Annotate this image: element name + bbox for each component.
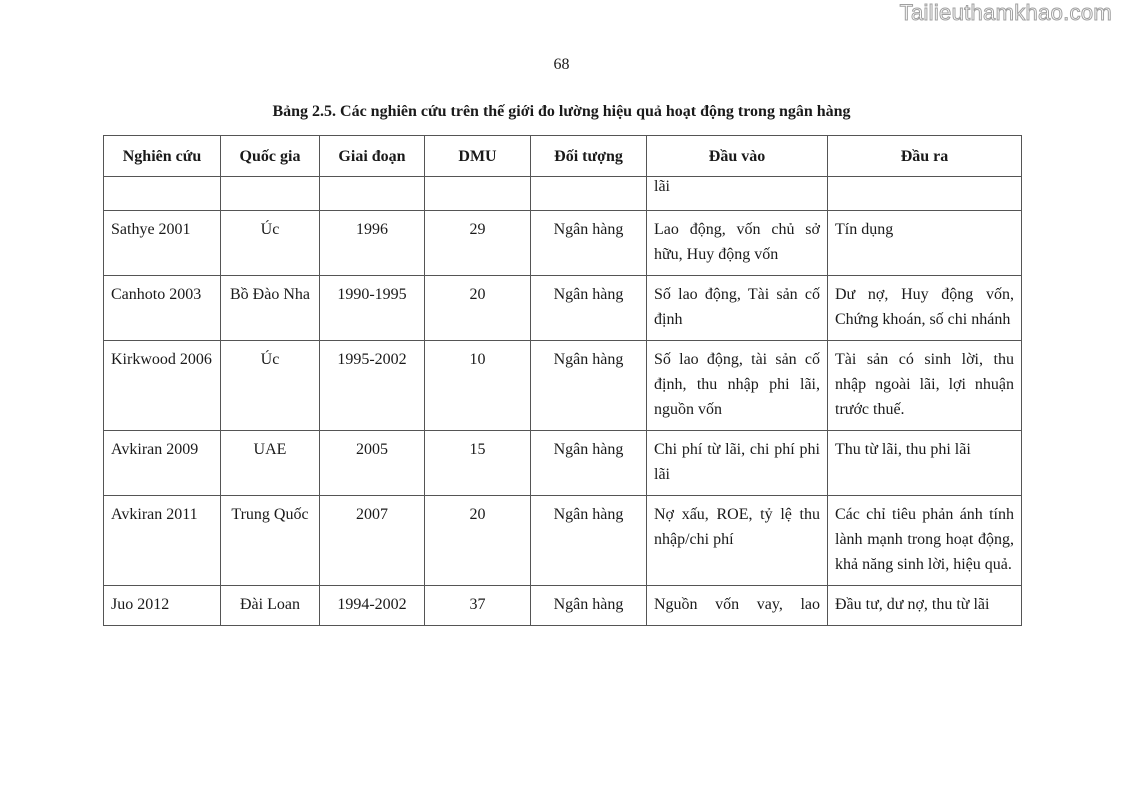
- cell-dmu: 20: [425, 276, 531, 341]
- cell-subject: Ngân hàng: [531, 276, 647, 341]
- cell-period: 1990-1995: [320, 276, 425, 341]
- table-row: [104, 496, 1022, 586]
- cell-outputs: [828, 177, 1022, 211]
- cell-subject: Ngân hàng: [531, 431, 647, 496]
- header-period: Giai đoạn: [320, 136, 425, 177]
- cell-inputs: Nguồn vốn vay, lao: [647, 586, 828, 626]
- table-caption: Bảng 2.5. Các nghiên cứu trên thế giới đo lường hiệu quả hoạt động trong ngân hàng: [272, 103, 851, 120]
- header-inputs: Đầu vào: [647, 136, 828, 177]
- cell-country: Đài Loan: [221, 586, 320, 626]
- cell-dmu: 10: [425, 341, 531, 431]
- cell-inputs: Chi phí từ lãi, chi phí phi lãi: [647, 431, 828, 496]
- cell-study: [104, 177, 221, 211]
- cell-subject: Ngân hàng: [531, 341, 647, 431]
- cell-country: Úc: [221, 341, 320, 431]
- cell-study: Avkiran 2011: [104, 496, 221, 586]
- cell-country: Trung Quốc: [221, 496, 320, 586]
- table-row: [104, 586, 1022, 626]
- cell-inputs-text: lãi: [654, 178, 670, 195]
- table-row: [104, 431, 1022, 496]
- cell-study: Sathye 2001: [104, 211, 221, 276]
- cell-subject: Ngân hàng: [531, 496, 647, 586]
- table-row: [104, 341, 1022, 431]
- table-header-row: [104, 136, 1022, 177]
- cell-period: 2005: [320, 431, 425, 496]
- cell-inputs: Số lao động, Tài sản cố định: [647, 276, 828, 341]
- cell-inputs: Lao động, vốn chủ sở hữu, Huy động vốn: [647, 211, 828, 276]
- cell-inputs: Số lao động, tài sản cố định, thu nhập phi lãi, nguồn vốn: [647, 341, 828, 431]
- cell-dmu: [425, 177, 531, 211]
- cell-study: Canhoto 2003: [104, 276, 221, 341]
- cell-period: [320, 177, 425, 211]
- cell-outputs: Tín dụng: [828, 211, 1022, 276]
- cell-outputs: Tài sản có sinh lời, thu nhập ngoài lãi, lợi nhuận trước thuế.: [828, 341, 1022, 431]
- cell-dmu: 29: [425, 211, 531, 276]
- cell-study: Avkiran 2009: [104, 431, 221, 496]
- cell-outputs: Thu từ lãi, thu phi lãi: [828, 431, 1022, 496]
- cell-subject: Ngân hàng: [531, 211, 647, 276]
- table-row: [104, 211, 1022, 276]
- cell-country: Úc: [221, 211, 320, 276]
- cell-dmu: 15: [425, 431, 531, 496]
- cell-country: UAE: [221, 431, 320, 496]
- header-country: Quốc gia: [221, 136, 320, 177]
- cell-outputs: Các chỉ tiêu phản ánh tính lành mạnh trong hoạt động, khả năng sinh lời, hiệu quả.: [828, 496, 1022, 586]
- cell-dmu: 20: [425, 496, 531, 586]
- cell-country: [221, 177, 320, 211]
- cell-period: 1994-2002: [320, 586, 425, 626]
- cell-period: 2007: [320, 496, 425, 586]
- watermark: Tailieuthamkhao.com: [899, 0, 1112, 25]
- cell-subject: Ngân hàng: [531, 586, 647, 626]
- cell-outputs: Dư nợ, Huy động vốn, Chứng khoán, số chi nhánh: [828, 276, 1022, 341]
- header-dmu: DMU: [425, 136, 531, 177]
- studies-table: [103, 135, 1022, 626]
- cell-study: Juo 2012: [104, 586, 221, 626]
- cell-period: 1996: [320, 211, 425, 276]
- header-subject: Đối tượng: [531, 136, 647, 177]
- table-row-continuation: [104, 177, 1022, 211]
- cell-inputs: [647, 177, 828, 211]
- header-outputs: Đầu ra: [828, 136, 1022, 177]
- cell-study: Kirkwood 2006: [104, 341, 221, 431]
- cell-outputs: Đầu tư, dư nợ, thu từ lãi: [828, 586, 1022, 626]
- header-study: Nghiên cứu: [104, 136, 221, 177]
- table-row: [104, 276, 1022, 341]
- cell-subject: [531, 177, 647, 211]
- cell-country: Bồ Đào Nha: [221, 276, 320, 341]
- cell-dmu: 37: [425, 586, 531, 626]
- cell-inputs: Nợ xấu, ROE, tỷ lệ thu nhập/chi phí: [647, 496, 828, 586]
- page-number: 68: [553, 56, 570, 73]
- cell-period: 1995-2002: [320, 341, 425, 431]
